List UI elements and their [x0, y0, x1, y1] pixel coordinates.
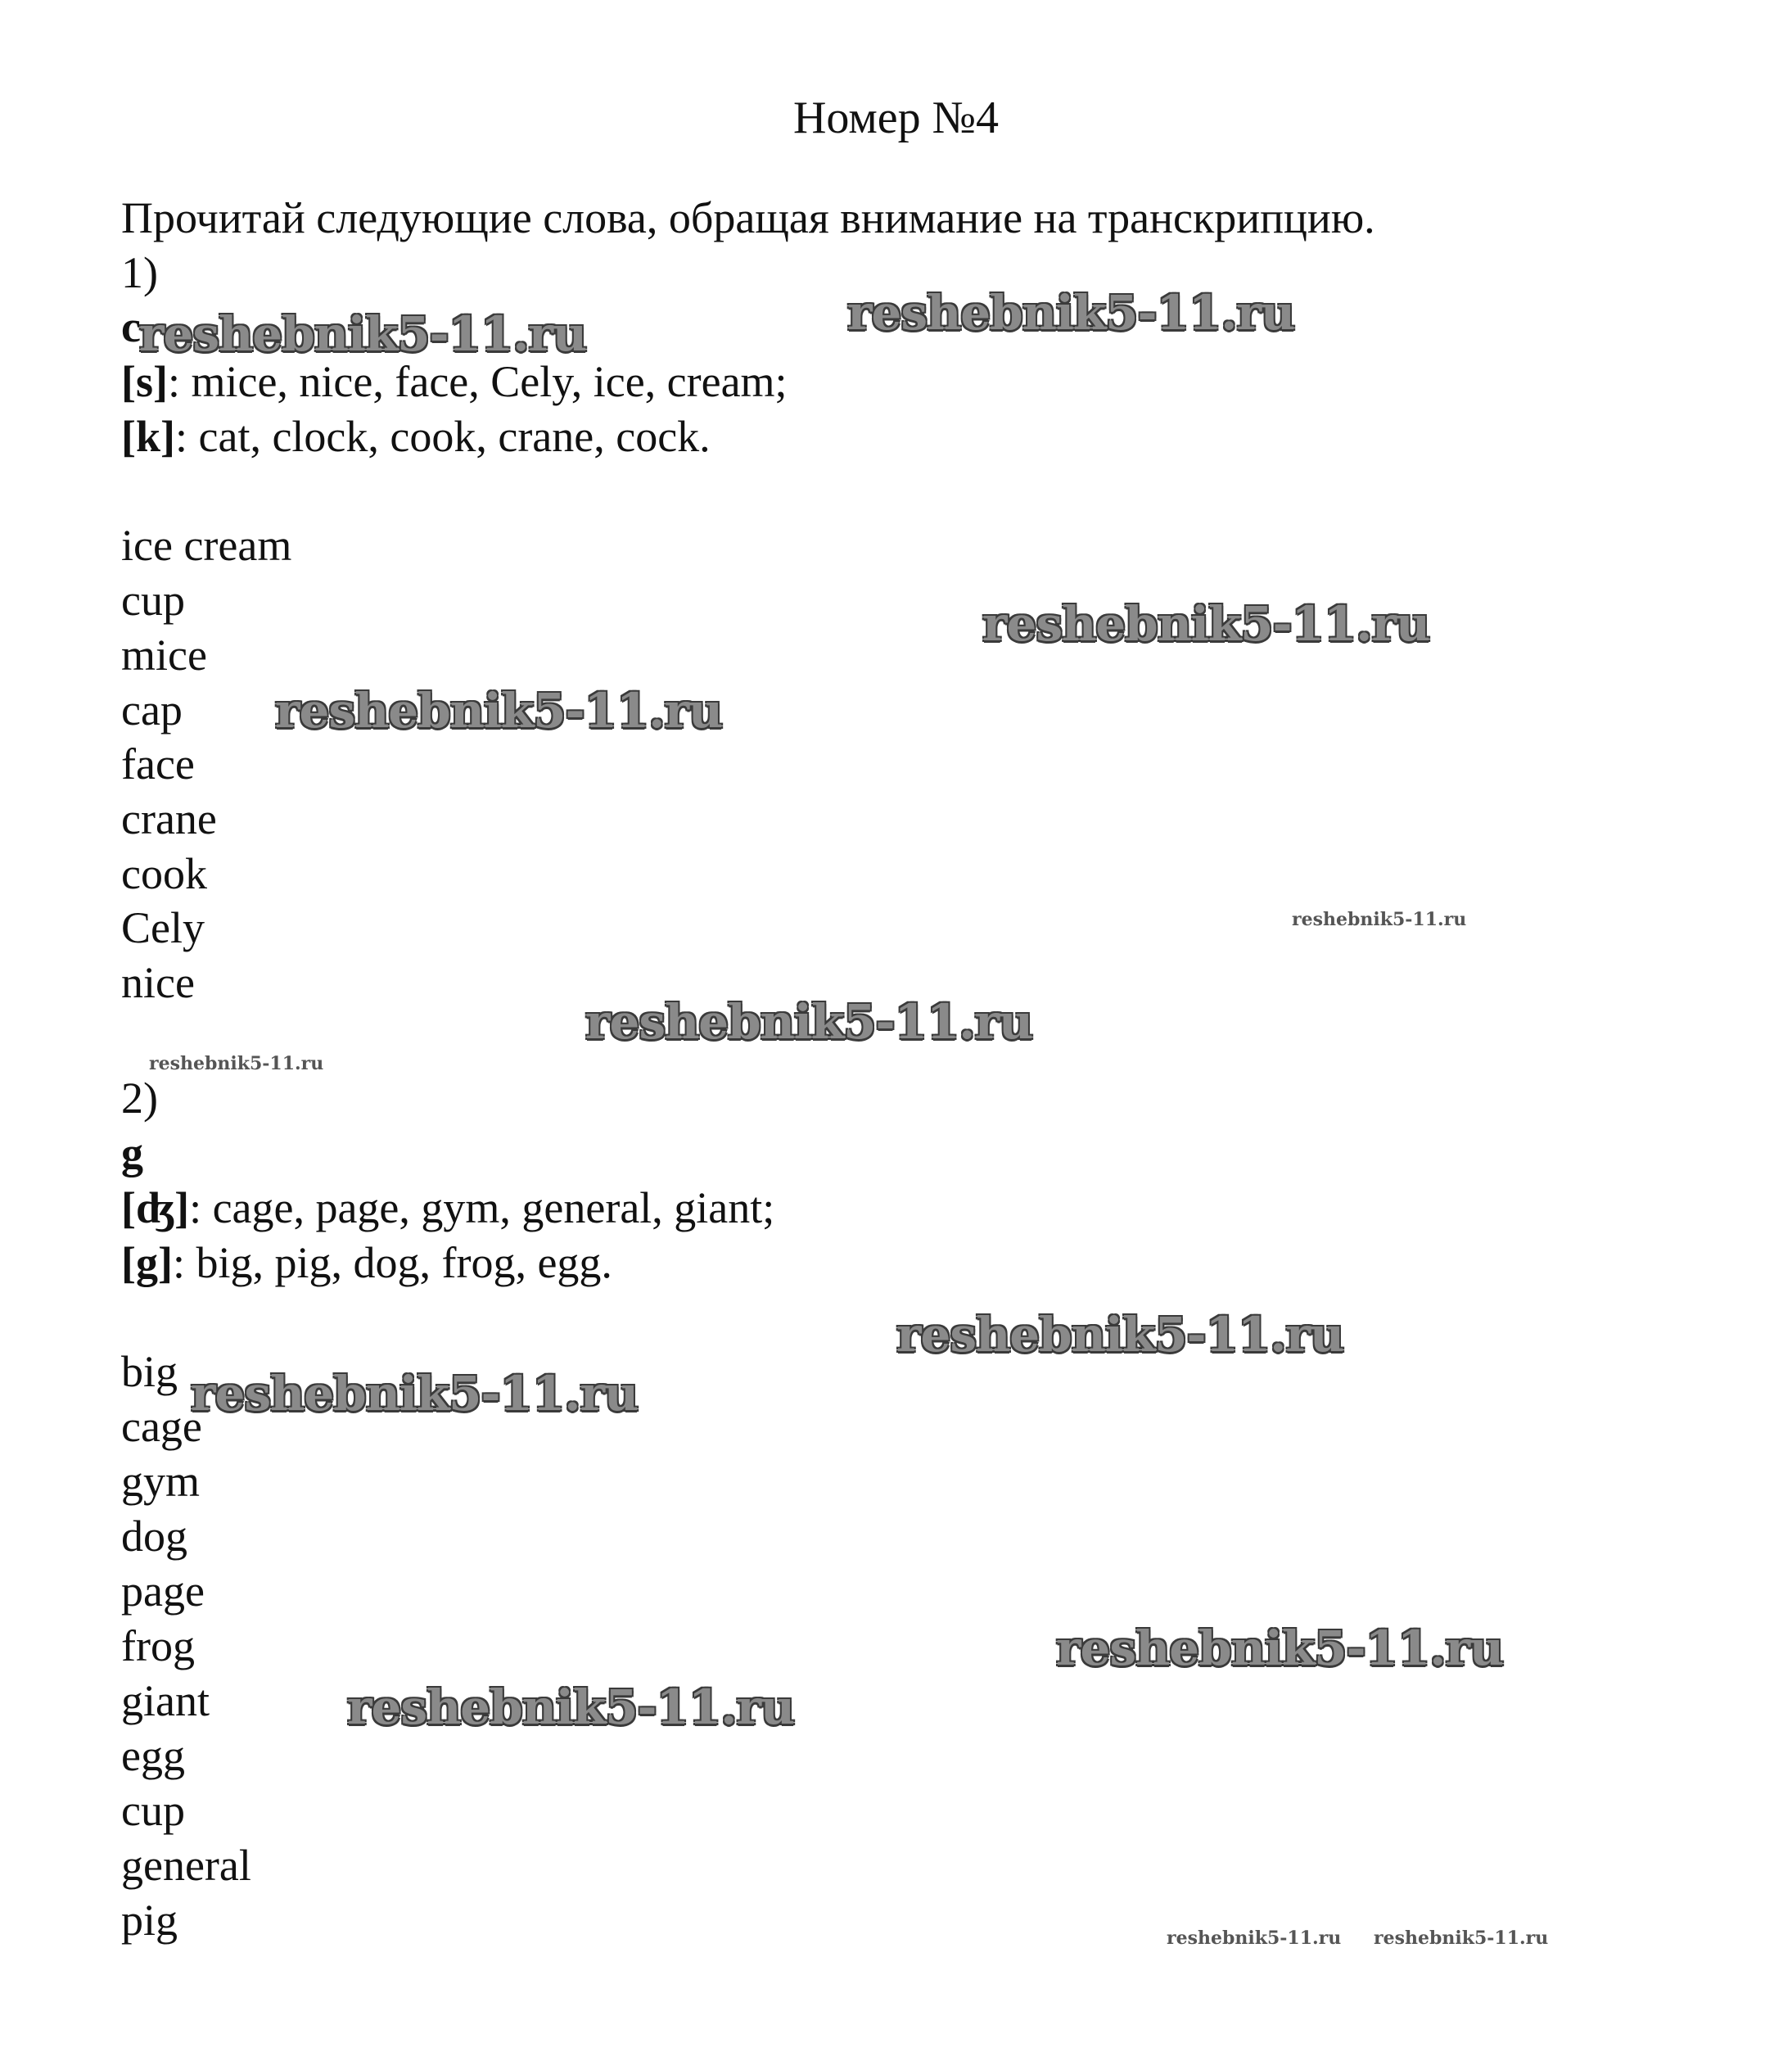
watermark: reshebnik5-11.ru [347, 1679, 795, 1735]
rule-words: : mice, nice, face, Cely, ice, cream; [167, 357, 788, 406]
list-item: cage [121, 1402, 202, 1451]
list-item: page [121, 1566, 205, 1616]
list-item: giant [121, 1676, 210, 1725]
sound-label: [g] [121, 1238, 173, 1287]
list-item: dog [121, 1512, 187, 1561]
list-item: cook [121, 849, 207, 898]
sound-label: [s] [121, 357, 168, 406]
watermark: reshebnik5-11.ru [1374, 1928, 1549, 1949]
list-item: nice [121, 958, 195, 1007]
watermark: reshebnik5-11.ru [847, 285, 1295, 341]
watermark: reshebnik5-11.ru [1292, 909, 1467, 930]
list-item: general [121, 1841, 251, 1890]
rule-words: : cage, page, gym, general, giant; [189, 1183, 775, 1232]
list-item: Cely [121, 903, 205, 952]
watermark: reshebnik5-11.ru [896, 1307, 1344, 1363]
part1-rule-k [121, 409, 711, 463]
list-item: crane [121, 794, 217, 843]
page-title: Номер №4 [792, 93, 1000, 143]
list-item: mice [121, 630, 207, 680]
part1-number: 1) [121, 248, 158, 297]
list-item: ice cream [121, 521, 292, 570]
rule-words: : big, pig, dog, frog, egg. [172, 1238, 612, 1287]
list-item: gym [121, 1457, 201, 1506]
part1-letter: c [121, 302, 141, 351]
sound-label: [ʤ] [121, 1183, 190, 1232]
instruction-text: Прочитай следующие слова, обращая внимание на транскрипцию. [121, 193, 1375, 242]
list-item: cap [121, 685, 183, 734]
list-item: cup [121, 1786, 185, 1835]
list-item: face [121, 739, 195, 789]
part2-rule-dz [121, 1181, 774, 1235]
list-item: big [121, 1347, 178, 1396]
watermark: reshebnik5-11.ru [585, 994, 1033, 1050]
list-item: cup [121, 576, 185, 625]
watermark: reshebnik5-11.ru [275, 683, 723, 739]
watermark: reshebnik5-11.ru [139, 306, 587, 362]
list-item: pig [121, 1896, 178, 1945]
part2-number: 2) [121, 1073, 158, 1123]
part2-letter: g [121, 1128, 143, 1177]
watermark: reshebnik5-11.ru [149, 1053, 324, 1074]
list-item: frog [121, 1621, 195, 1670]
watermark: reshebnik5-11.ru [191, 1366, 639, 1421]
list-item: egg [121, 1731, 185, 1780]
sound-label: [k] [121, 412, 175, 461]
part1-rule-s [121, 355, 788, 409]
watermark: reshebnik5-11.ru [982, 596, 1430, 652]
rule-words: : cat, clock, cook, crane, cock. [175, 412, 711, 461]
part2-rule-g [121, 1236, 612, 1290]
watermark: reshebnik5-11.ru [1056, 1620, 1504, 1676]
watermark: reshebnik5-11.ru [1167, 1928, 1342, 1949]
